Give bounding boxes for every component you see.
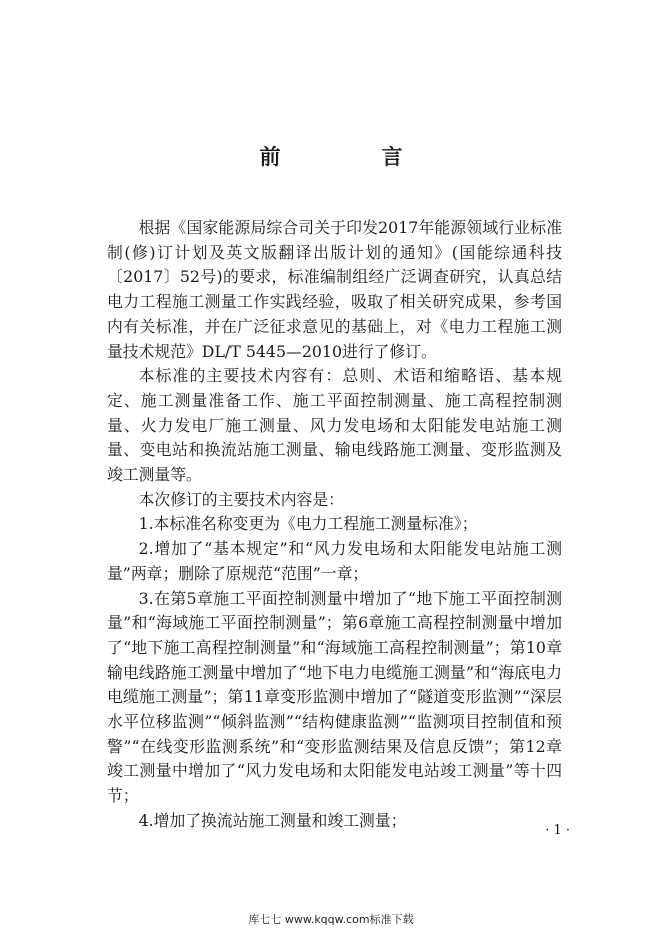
paragraph-revision-1: 1.本标准名称变更为《电力工程施工测量标准》；: [138, 514, 478, 534]
paragraph-main-content: 本标准的主要技术内容有：总则、术语和缩略语、基本规定、施工测量准备工作、施工平面控制测量、施工高程控制测量、火力发电厂施工测量、风力发电场和太阳能发电站施工测量、变电站和换流站施工测量、输电线路施工测量、变形监测及竣工测量等。: [107, 366, 562, 485]
paragraph-revision-3: 3.在第5章施工平面控制测量中增加了“地下施工平面控制测量”和“海域施工平面控制测量”；第6章施工高程控制测量中增加了“地下施工高程控制测量”和“海域施工高程控制测量”；第10章输电线路施工测量中增加了“地下电力电缆施工测量”和“海底电力电缆施工测量”；第11章变形监测中增加了“隧道变形监测”“深层水平位移监测”“倾斜监测”“结构健康监测”“监测项目控制值和预警”“在线变形监测系统”和“变形监测结果及信息反馈”；第12章竣工测量中增加了“风力发电场和太阳能发电站竣工测量”等十四节；: [107, 588, 562, 806]
paragraph-revision-lead: 本次修订的主要技术内容是：: [138, 489, 344, 509]
page-title: 前 言: [259, 145, 443, 169]
paragraph-revision-2: 2.增加了“基本规定”和“风力发电场和太阳能发电站施工测量”两章；删除了原规范“范围”一章；: [107, 539, 562, 583]
paragraph-intro: 根据《国家能源局综合司关于印发2017年能源领域行业标准制(修)订计划及英文版翻译出版计划的通知》(国能综通科技〔2017〕52号)的要求，标准编制组经广泛调查研究，认真总结电力工程施工测量工作实践经验，吸取了相关研究成果，参考国内有关标准，并在广泛征求意见的基础上，对《电力工程施工测量技术规范》DL/T 5445—2010进行了修订。: [107, 218, 562, 361]
paragraph-revision-4: 4.增加了换流站施工测量和竣工测量；: [138, 810, 407, 830]
body-text: [107, 216, 562, 834]
footer-watermark: 库七七 www.kqqw.com标准下载: [248, 913, 414, 926]
page-number: · 1 ·: [545, 823, 570, 838]
